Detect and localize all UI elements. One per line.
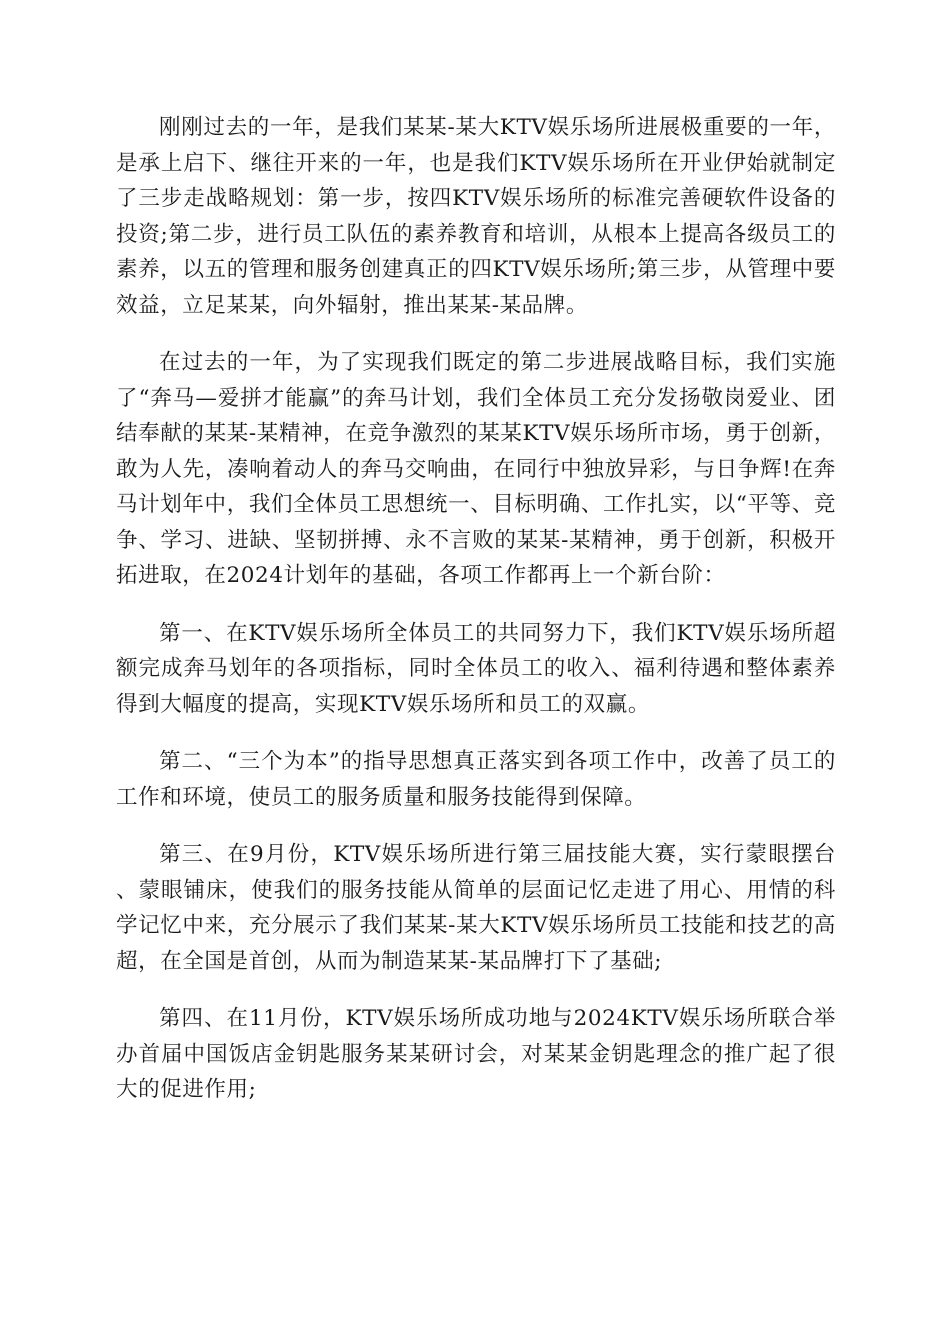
document-body (116, 110, 836, 1130)
paragraph-past-year: 在过去的一年，为了实现我们既定的第二步进展战略目标，我们实施了“奔马—爱拼才能赢”的奔马计划，我们全体员工充分发扬敬岗爱业、团结奉献的某某-某精神，在竞争激烈的某某KTV娱乐场所市场，勇于创新，敢为人先，凑响着动人的奔马交响曲，在同行中独放异彩，与日争辉!在奔马计划年中，我们全体员工思想统一、目标明确、工作扎实，以“平等、竞争、学习、进缺、坚韧拼搏、永不言败的某某-某精神，勇于创新，积极开拓进取，在2024计划年的基础，各项工作都再上一个新台阶： (116, 350, 836, 588)
paragraph-third: 第三、在9月份，KTV娱乐场所进行第三届技能大赛，实行蒙眼摆台、蒙眼铺床，使我们的服务技能从简单的层面记忆走进了用心、用情的科学记忆中来，充分展示了我们某某-某大KTV娱乐场所员工技能和技艺的高超，在全国是首创，从而为制造某某-某品牌打下了基础; (116, 842, 836, 974)
paragraph-first: 第一、在KTV娱乐场所全体员工的共同努力下，我们KTV娱乐场所超额完成奔马划年的各项指标，同时全体员工的收入、福利待遇和整体素养得到大幅度的提高，实现KTV娱乐场所和员工的双赢。 (116, 620, 836, 717)
paragraph-intro: 刚刚过去的一年，是我们某某-某大KTV娱乐场所进展极重要的一年，是承上启下、继往开来的一年，也是我们KTV娱乐场所在开业伊始就制定了三步走战略规划：第一步，按四KTV娱乐场所的标准完善硬软件设备的投资;第二步，进行员工队伍的素养教育和培训，从根本上提高各级员工的素养，以五的管理和服务创建真正的四KTV娱乐场所;第三步，从管理中要效益，立足某某，向外辐射，推出某某-某品牌。 (116, 115, 836, 318)
paragraph-fourth: 第四、在11月份，KTV娱乐场所成功地与2024KTV娱乐场所联合举办首届中国饭店金钥匙服务某某研讨会，对某某金钥匙理念的推广起了很大的促进作用; (116, 1006, 836, 1102)
paragraph-second: 第二、“三个为本”的指导思想真正落实到各项工作中，改善了员工的工作和环境，使员工的服务质量和服务技能得到保障。 (116, 749, 836, 810)
